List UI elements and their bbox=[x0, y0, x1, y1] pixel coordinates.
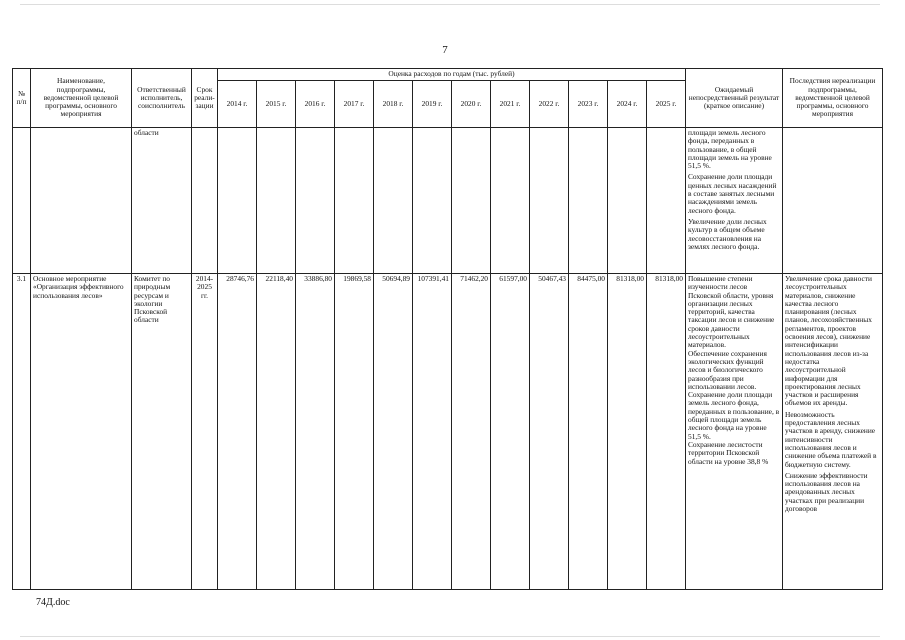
header-result: Ожидаемый непосредственный результат (краткое описание) bbox=[686, 69, 783, 128]
consequence-paragraph: Невозможность предоставления лесных участков в аренду, снижение интенсивности использования лесов и снижение объема платежей в бюджетную систему. bbox=[785, 409, 877, 469]
scan-artifact-top bbox=[20, 4, 880, 5]
result-paragraph: Сохранение доли площади ценных лесных насаждений в составе занятых лесными насаждениями земель лесного фонда. bbox=[688, 172, 777, 215]
result-paragraph: Обеспечение сохранения экологических функций лесов и биологического разнообразия при использовании лесов. bbox=[688, 348, 767, 391]
header-year: 2018 г. bbox=[374, 81, 413, 128]
row-31-result bbox=[686, 274, 783, 590]
header-year: 2023 г. bbox=[569, 81, 608, 128]
row-cont-result bbox=[686, 128, 783, 274]
cost-value: 28746,76 bbox=[218, 274, 257, 590]
budget-table bbox=[12, 68, 883, 590]
table-row-3-1 bbox=[13, 274, 883, 590]
row-31-period: 2014-2025 гг. bbox=[192, 274, 218, 590]
result-paragraph: Сохранение доли площади земель лесного фонда, переданных в пользование, в общей площади земель лесного фонда на уровне 51,5 %. bbox=[688, 390, 780, 441]
header-num: № п/п bbox=[13, 69, 31, 128]
row-31-num: 3.1 bbox=[13, 274, 31, 590]
cost-value: 19869,58 bbox=[335, 274, 374, 590]
result-paragraph: Увеличение доли лесных культур в общем объеме лесовосстановления на землях лесного фонда. bbox=[688, 216, 767, 251]
result-paragraph: площади земель лесного фонда, переданных в пользование, в общей площади земель на уровне 51,5 %. bbox=[688, 128, 772, 171]
result-paragraph: Повышение степени изученности лесов Псковской области, уровня организации лесных территорий, качества таксации лесов и снижение сроков давности лесоустроительных материалов. bbox=[688, 274, 775, 350]
row-31-consequences bbox=[783, 274, 883, 590]
header-year: 2015 г. bbox=[257, 81, 296, 128]
header-year: 2022 г. bbox=[530, 81, 569, 128]
consequence-paragraph: Снижение эффективности использования лесов на арендованных лесных участках при реализации договоров bbox=[785, 470, 868, 514]
page-number: 7 bbox=[442, 44, 448, 56]
cost-value: 107391,41 bbox=[413, 274, 452, 590]
scan-artifact-bottom bbox=[20, 636, 880, 637]
header-year: 2017 г. bbox=[335, 81, 374, 128]
row-31-name: Основное мероприятие «Организация эффективного использования лесов» bbox=[31, 274, 132, 590]
header-year: 2024 г. bbox=[608, 81, 647, 128]
header-executor: Ответственный исполнитель, соисполнитель bbox=[132, 69, 192, 128]
footer-filename: 74Д.doc bbox=[36, 597, 70, 608]
row-cont-executor: области bbox=[132, 128, 192, 274]
consequence-paragraph: Увеличение срока давности лесоустроительных материалов, снижение качества лесного планирования (лесных планов, лесохозяйственных регламентов, проектов освоения лесов), снижение интенсификации использования лесов из-за недостатка лесоустроительной информации для проектирования лесных участков и расширения объемов их аренды. bbox=[785, 274, 872, 408]
header-period: Срок реали-зации bbox=[192, 69, 218, 128]
cost-value: 22118,40 bbox=[257, 274, 296, 590]
header-name: Наименование, подпрограммы, ведомственной целевой программы, основного мероприятия bbox=[31, 69, 132, 128]
row-31-executor: Комитет по природным ресурсам и экологии Псковской области bbox=[132, 274, 192, 590]
cost-value: 71462,20 bbox=[452, 274, 491, 590]
header-year: 2016 г. bbox=[296, 81, 335, 128]
table-row-continuation bbox=[13, 128, 883, 274]
cost-value: 61597,00 bbox=[491, 274, 530, 590]
cost-value: 33886,80 bbox=[296, 274, 335, 590]
header-year: 2021 г. bbox=[491, 81, 530, 128]
cost-value: 50694,89 bbox=[374, 274, 413, 590]
header-year: 2019 г. bbox=[413, 81, 452, 128]
cost-value: 84475,00 bbox=[569, 274, 608, 590]
result-paragraph: Сохранение лесистости территории Псковской области на уровне 38,8 % bbox=[688, 439, 769, 466]
header-year: 2025 г. bbox=[647, 81, 686, 128]
header-consequences: Последствия нереализации подпрограммы, ведомственной целевой программы, основного мероприятия bbox=[783, 69, 883, 128]
cost-value: 50467,43 bbox=[530, 274, 569, 590]
cost-value: 81318,00 bbox=[647, 274, 686, 590]
header-year: 2014 г. bbox=[218, 81, 257, 128]
cost-value: 81318,00 bbox=[608, 274, 647, 590]
header-year: 2020 г. bbox=[452, 81, 491, 128]
header-costs-group: Оценка расходов по годам (тыс. рублей) bbox=[218, 69, 686, 81]
